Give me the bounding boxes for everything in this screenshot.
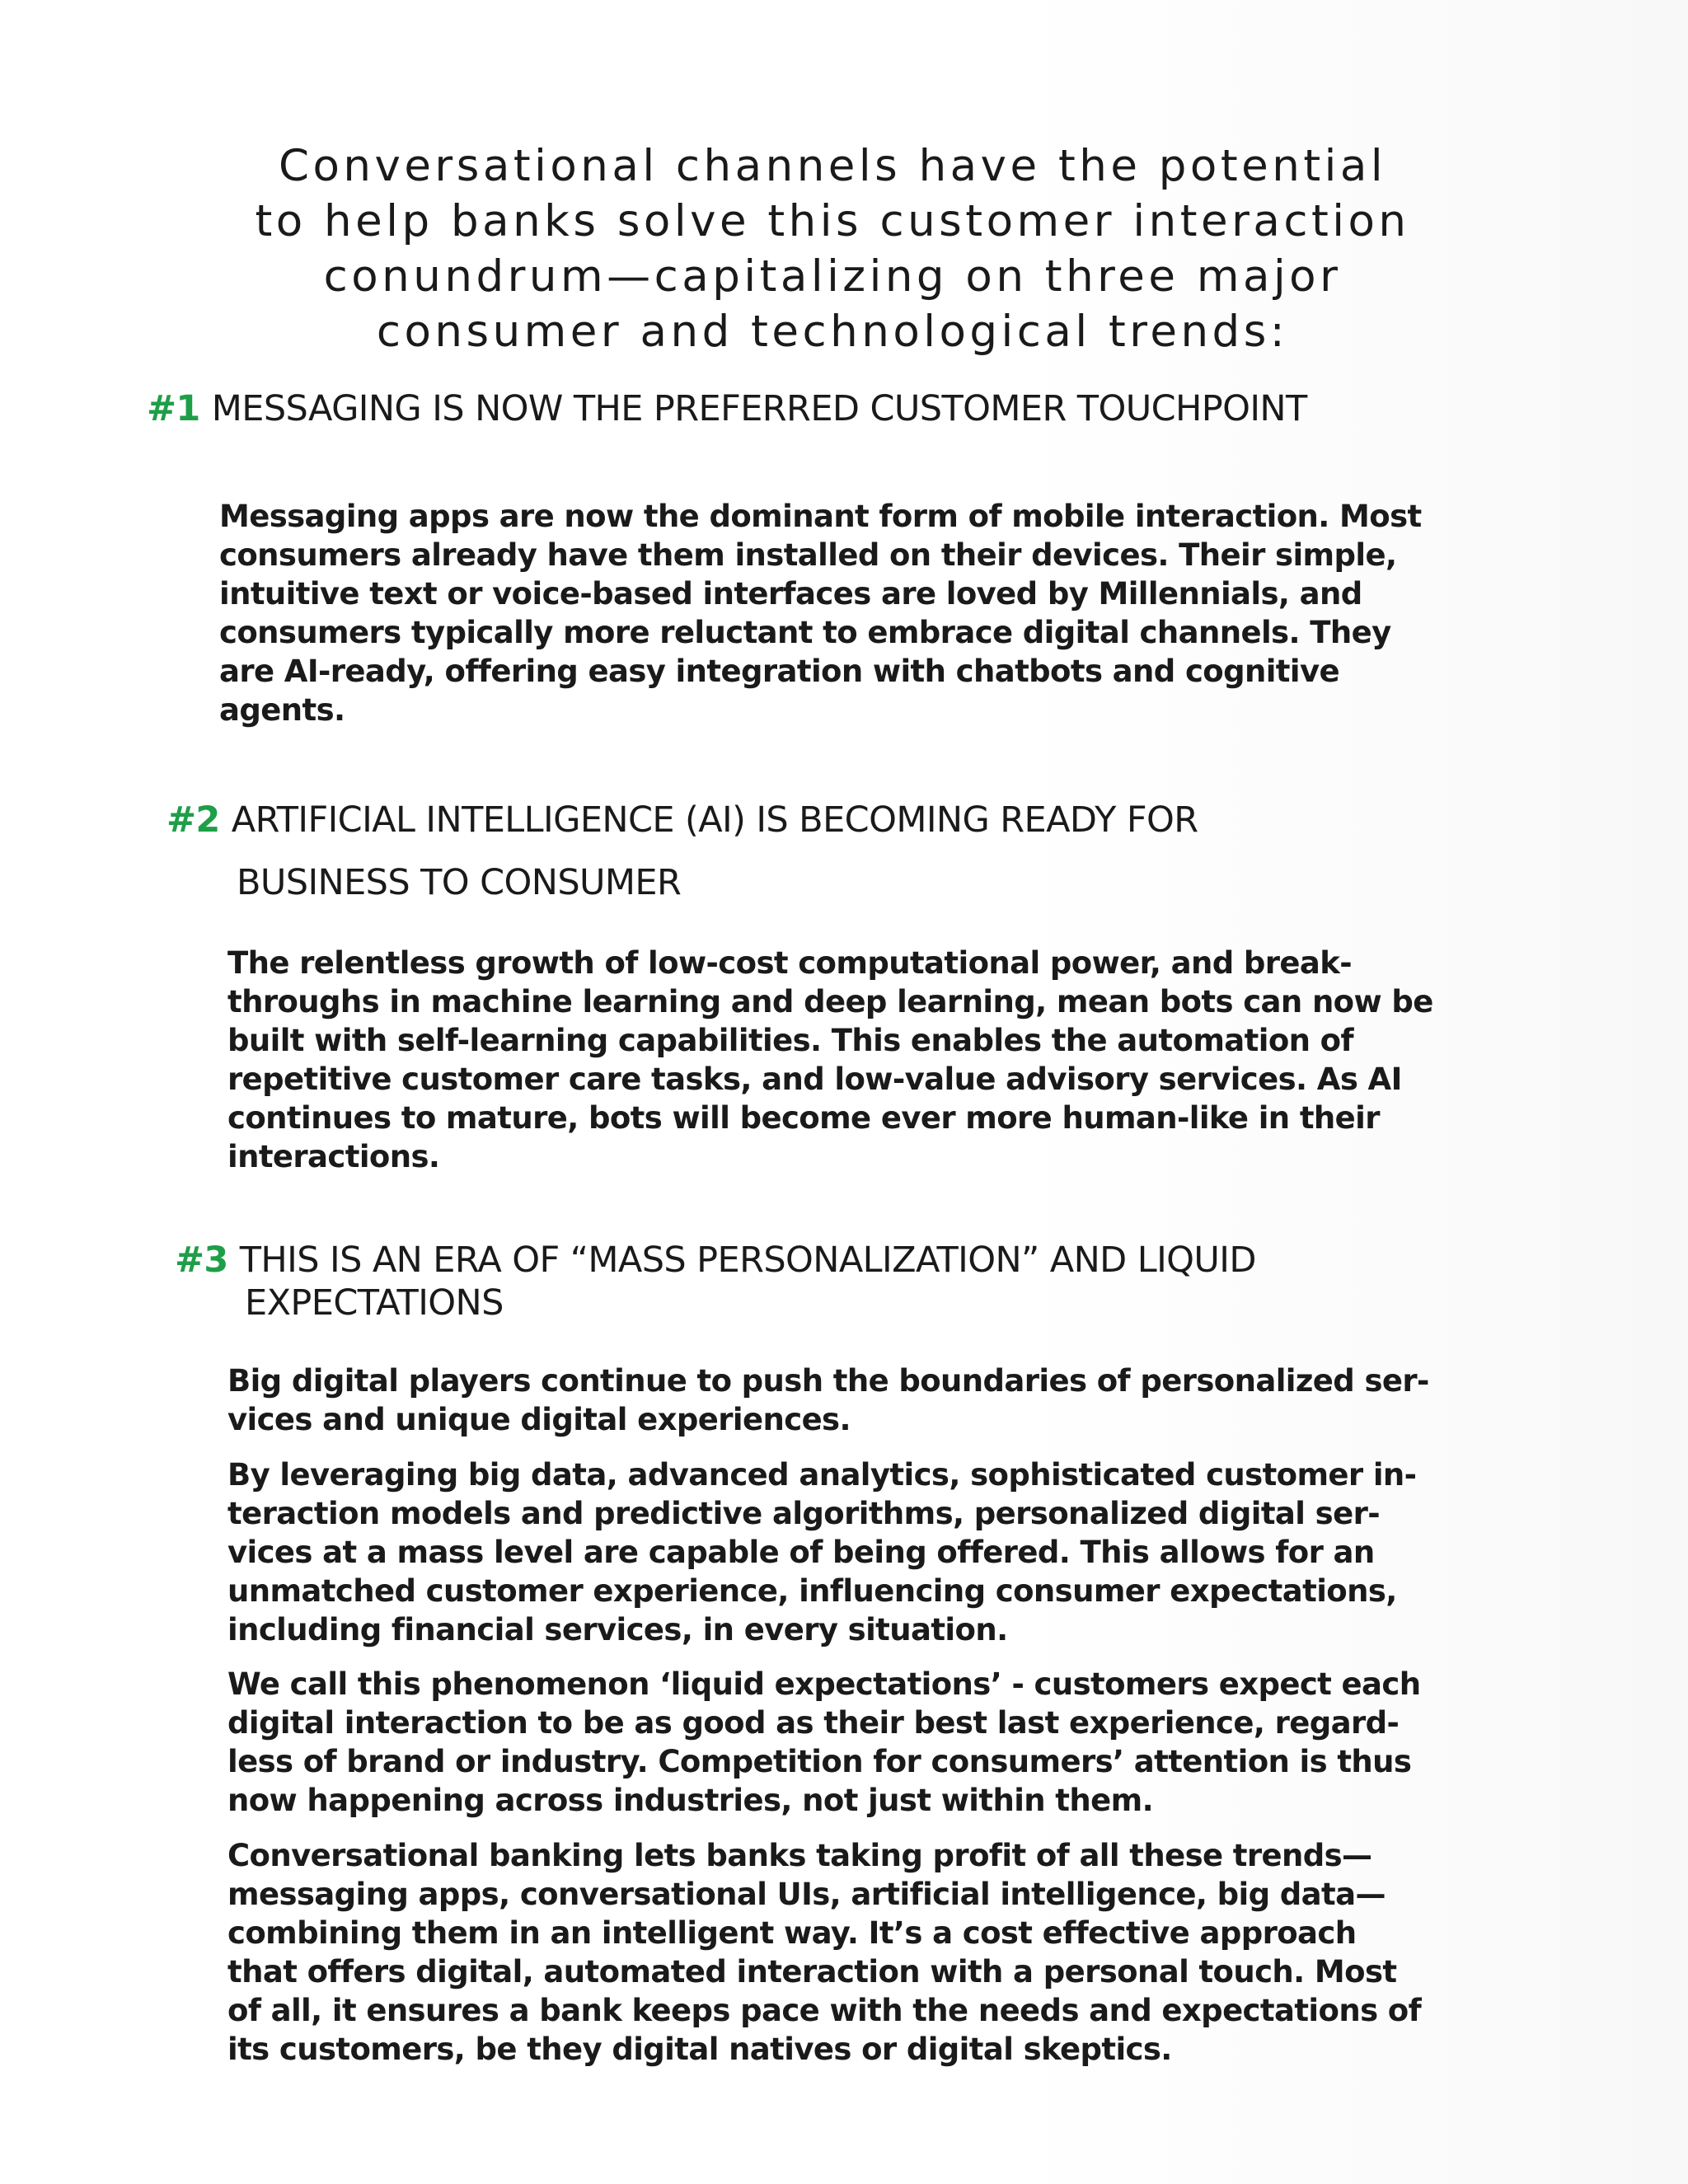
trend-3-paragraph-4: [227, 1836, 1421, 2069]
trend-2-heading: [166, 789, 1198, 914]
trend-2-title-continuation: BUSINESS TO CONSUMER: [237, 862, 682, 903]
paragraph-line: interactions.: [227, 1139, 440, 1174]
trend-1-heading: [147, 387, 1307, 430]
paragraph-line: unmatched customer experience, influencing consumer expectations,: [227, 1573, 1397, 1609]
paragraph-line: of all, it ensures a bank keeps pace with the needs and expectations of: [227, 1993, 1422, 2028]
paragraph-line: messaging apps, conversational UIs, artificial intelligence, big data—: [227, 1877, 1386, 1912]
trend-1-number: #1: [147, 388, 200, 429]
paragraph-line: Messaging apps are now the dominant form of mobile interaction. Most: [219, 499, 1422, 534]
paragraph-line: repetitive customer care tasks, and low-value advisory services. As AI: [227, 1062, 1402, 1097]
paragraph-line: built with self-learning capabilities. This enables the automation of: [227, 1023, 1353, 1058]
paragraph-line: Conversational banking lets banks taking profit of all these trends—: [227, 1838, 1372, 1873]
trend-1-paragraph: [219, 497, 1422, 729]
paragraph-line: vices and unique digital experiences.: [227, 1402, 851, 1437]
intro-line: Conversational channels have the potential: [278, 141, 1387, 191]
paragraph-line: agents.: [219, 692, 345, 728]
paragraph-line: including financial services, in every situation.: [227, 1612, 1008, 1647]
trend-3-paragraph-3: [227, 1665, 1420, 1820]
paragraph-line: continues to mature, bots will become ever more human-like in their: [227, 1100, 1380, 1136]
paragraph-line: The relentless growth of low-cost computational power, and break-: [227, 945, 1353, 981]
trend-2-number: #2: [166, 799, 220, 841]
paragraph-line: consumers typically more reluctant to embrace digital channels. They: [219, 615, 1391, 650]
paragraph-line: now happening across industries, not just within them.: [227, 1783, 1154, 1818]
intro-line: to help banks solve this customer interaction: [255, 196, 1410, 246]
paragraph-line: less of brand or industry. Competition for consumers’ attention is thus: [227, 1744, 1412, 1779]
paragraph-line: its customers, be they digital natives or digital skeptics.: [227, 2032, 1172, 2067]
intro-line: conundrum—capitalizing on three major: [323, 251, 1342, 302]
intro-heading: [148, 138, 1517, 359]
trend-3-title: THIS IS AN ERA OF “MASS PERSONALIZATION” AND LIQUID: [239, 1240, 1256, 1281]
trend-3-paragraph-2: [227, 1455, 1416, 1649]
trend-3-heading: [175, 1239, 1256, 1324]
trend-3-title-continuation: EXPECTATIONS: [245, 1282, 504, 1324]
trend-1-title: MESSAGING IS NOW THE PREFERRED CUSTOMER TOUCHPOINT: [211, 388, 1307, 429]
paragraph-line: are AI-ready, offering easy integration with chatbots and cognitive: [219, 654, 1339, 689]
paragraph-line: vices at a mass level are capable of being offered. This allows for an: [227, 1535, 1375, 1570]
paragraph-line: throughs in machine learning and deep learning, mean bots can now be: [227, 984, 1433, 1019]
paragraph-line: teraction models and predictive algorithms, personalized digital ser-: [227, 1496, 1380, 1531]
paragraph-line: By leveraging big data, advanced analytics, sophisticated customer in-: [227, 1457, 1417, 1493]
paragraph-line: digital interaction to be as good as their best last experience, regard-: [227, 1705, 1400, 1741]
paragraph-line: intuitive text or voice-based interfaces are loved by Millennials, and: [219, 576, 1362, 612]
paragraph-line: consumers already have them installed on their devices. Their simple,: [219, 537, 1397, 573]
trend-3-paragraph-1: [227, 1361, 1429, 1439]
trend-2-title: ARTIFICIAL INTELLIGENCE (AI) IS BECOMING READY FOR: [231, 799, 1198, 841]
paragraph-line: We call this phenomenon ‘liquid expectations’ - customers expect each: [227, 1666, 1421, 1702]
trend-3-number: #3: [175, 1240, 228, 1281]
paragraph-line: that offers digital, automated interaction with a personal touch. Most: [227, 1954, 1397, 1990]
intro-line: consumer and technological trends:: [376, 307, 1289, 357]
trend-2-paragraph: [227, 944, 1433, 1176]
paragraph-line: combining them in an intelligent way. It’s a cost effective approach: [227, 1915, 1357, 1951]
paragraph-line: Big digital players continue to push the boundaries of personalized ser-: [227, 1363, 1429, 1399]
